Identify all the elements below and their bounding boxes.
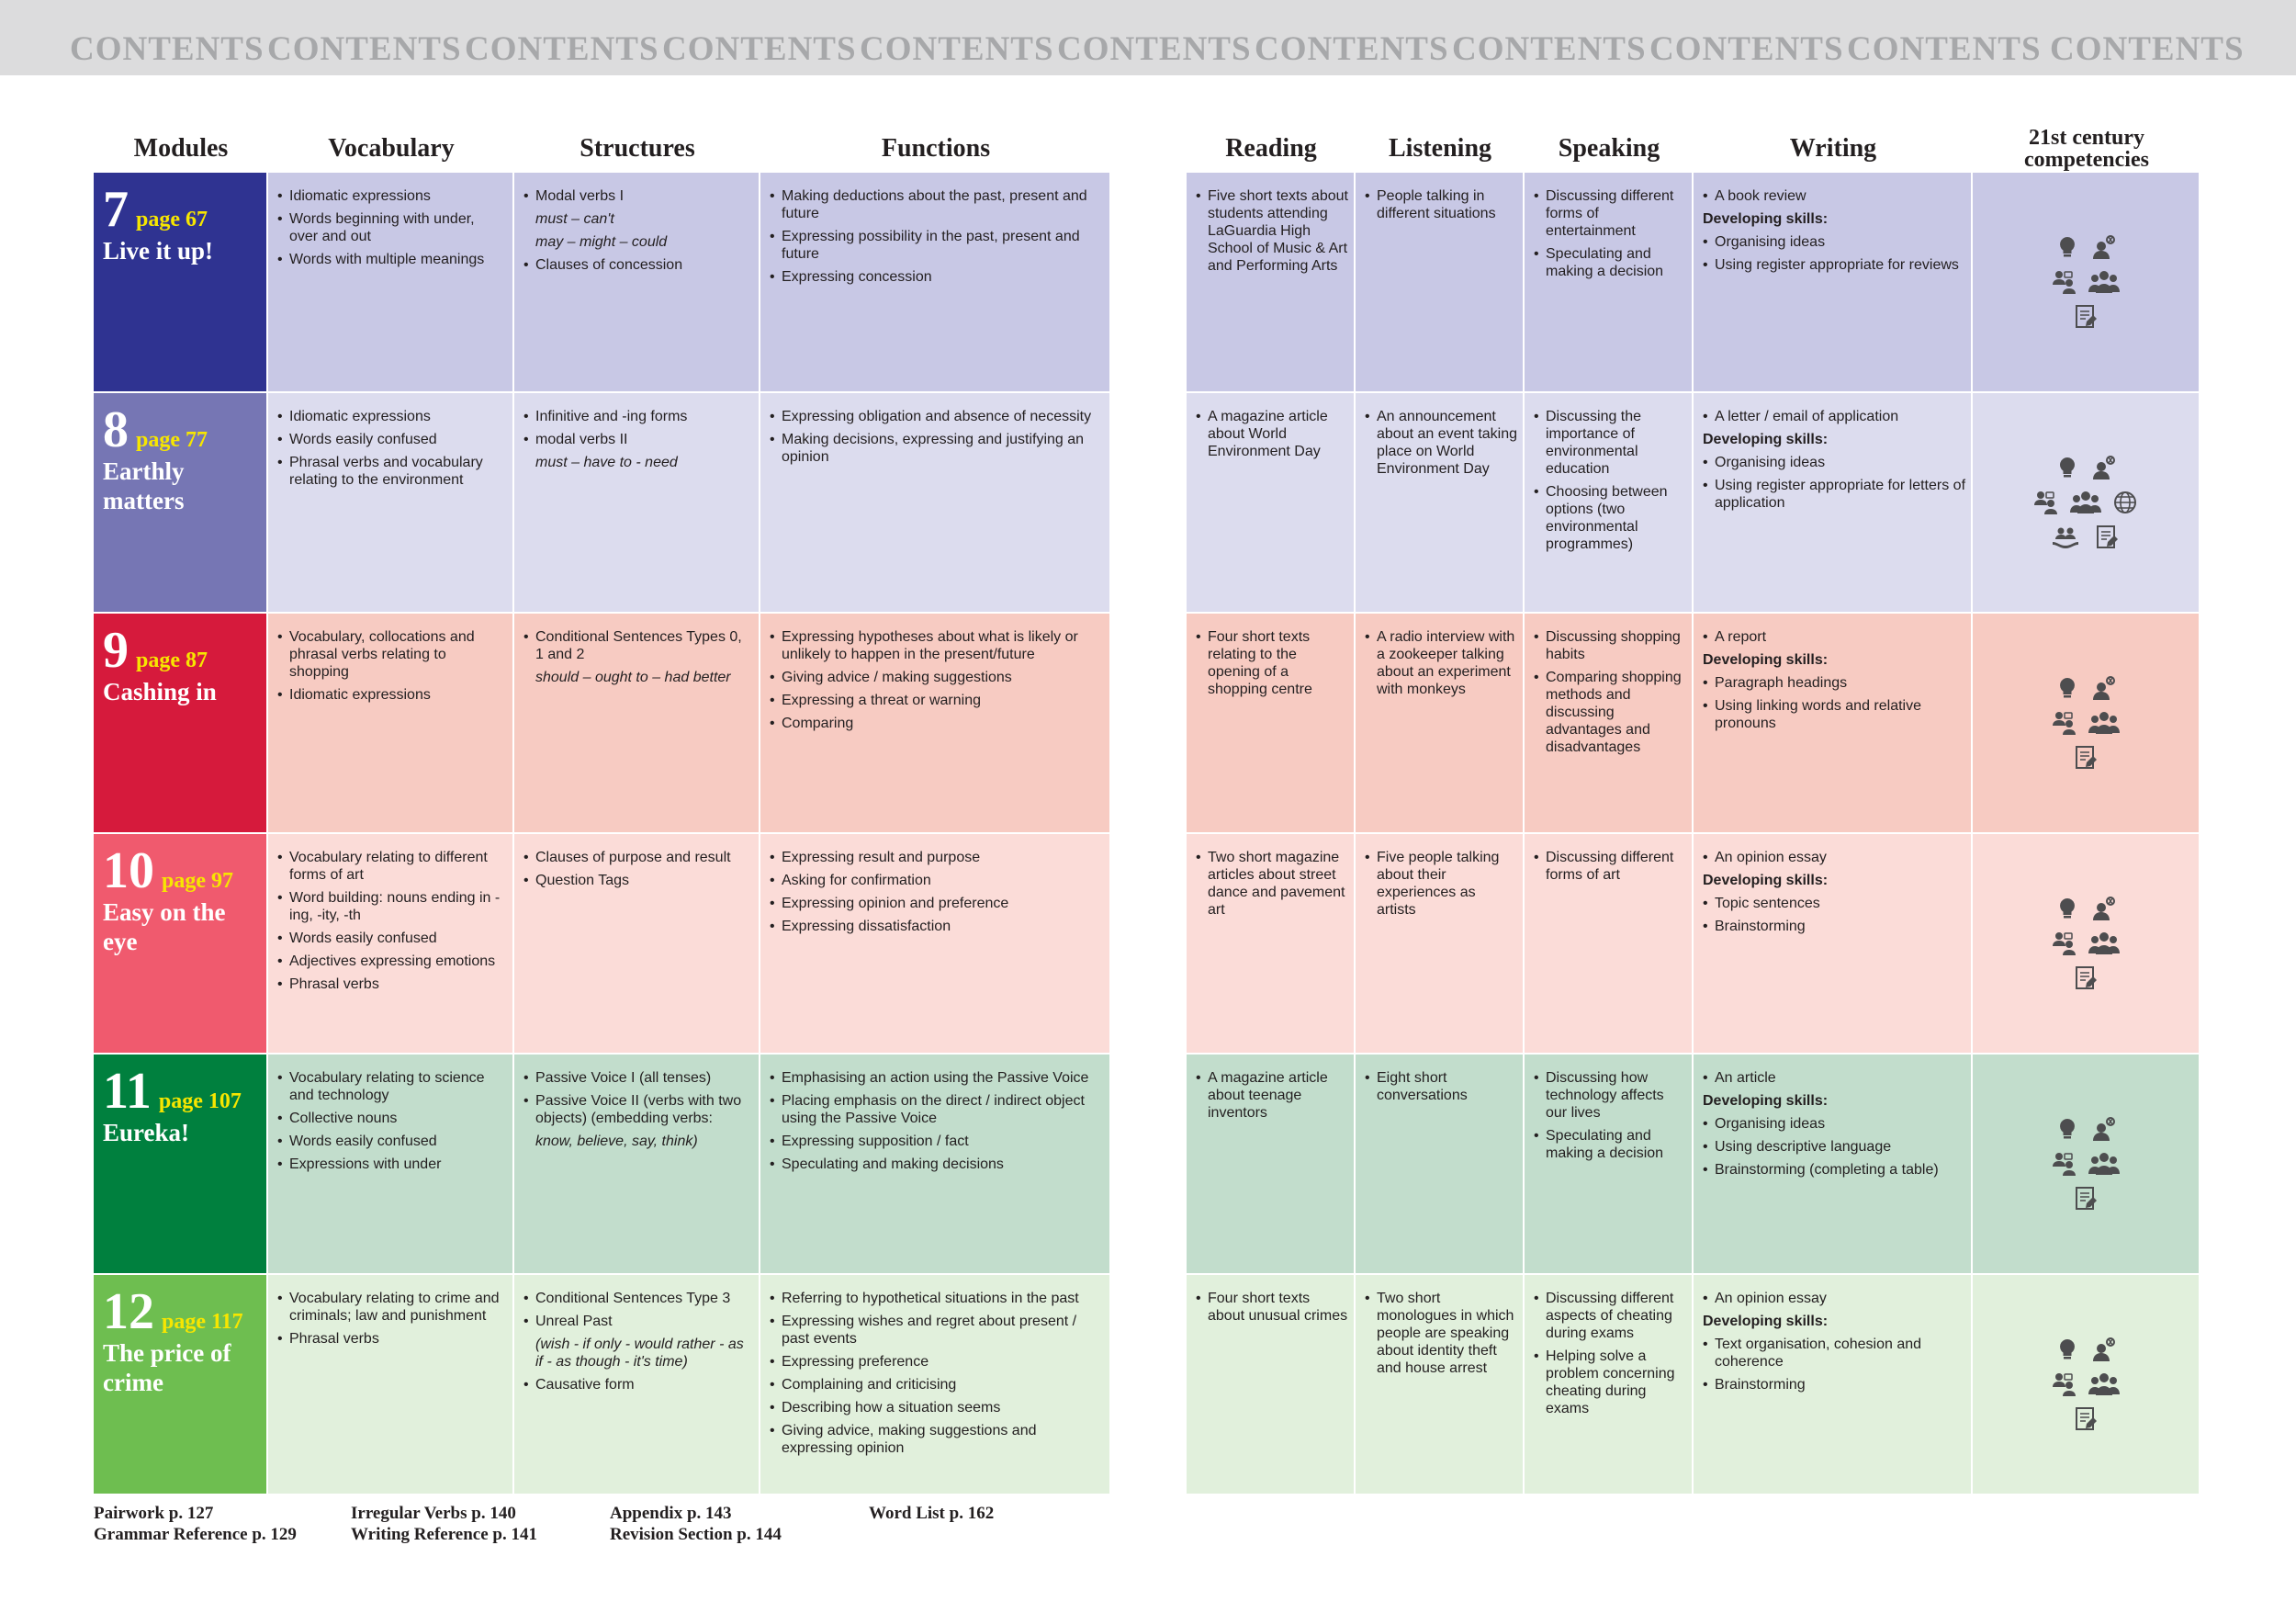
speaking-item: • Choosing between options (two environmental programmes) <box>1534 483 1686 553</box>
globe-icon <box>2112 490 2138 515</box>
module-number: 9 <box>103 622 129 679</box>
banner-word: CONTENTS <box>465 30 659 68</box>
structures-cell-10 <box>514 834 759 1053</box>
module-number: 12 <box>103 1283 154 1340</box>
vocabulary-item: • Idiomatic expressions <box>277 187 507 205</box>
structures-item: • Unreal Past <box>523 1313 753 1330</box>
structures-item: • Question Tags <box>523 872 753 889</box>
collaboration-icon <box>2033 490 2059 515</box>
module-title: Eureka! <box>103 1119 190 1146</box>
structures-item: know, believe, say, think) <box>535 1134 698 1149</box>
structures-cell-7 <box>514 173 759 391</box>
writing-task: • A book review <box>1703 187 1965 205</box>
speaking-item: • Speculating and making a decision <box>1534 245 1686 280</box>
speaking-item: • Discussing different forms of entertainment <box>1534 187 1686 240</box>
competency-icon-row <box>2054 896 2117 921</box>
developing-skills-label: Developing skills: <box>1703 652 1829 668</box>
writing-cell-9 <box>1694 614 1971 832</box>
module-title: crime <box>103 1369 163 1396</box>
vocabulary-item: • Words with multiple meanings <box>277 251 507 268</box>
collaboration-icon <box>2052 1151 2077 1177</box>
listening-item: • Two short monologues in which people are speaking about identity theft and house arrest <box>1365 1290 1517 1377</box>
lightbulb-icon <box>2054 234 2080 260</box>
functions-item: • Expressing dissatisfaction <box>770 918 1104 935</box>
digital-doc-icon <box>2073 745 2099 771</box>
functions-item: • Expressing obligation and absence of necessity <box>770 408 1104 425</box>
structures-item: • Causative form <box>523 1376 753 1393</box>
header-modules: Modules <box>133 134 229 163</box>
module-title: Cashing in <box>103 678 217 705</box>
competency-icons <box>1973 173 2199 391</box>
functions-item: • Expressing concession <box>770 268 1104 286</box>
structures-item: • Clauses of purpose and result <box>523 849 753 866</box>
lightbulb-icon <box>2054 1337 2080 1362</box>
vocabulary-cell-11 <box>268 1055 512 1273</box>
speaking-item: • Discussing the importance of environmental education <box>1534 408 1686 478</box>
functions-item: • Emphasising an action using the Passive Voice <box>770 1069 1104 1087</box>
reading-item: • Four short texts relating to the opening of a shopping centre <box>1196 628 1348 698</box>
module-tile-11[interactable] <box>94 1055 266 1273</box>
listening-item: • Eight short conversations <box>1365 1069 1517 1104</box>
vocabulary-item: • Word building: nouns ending in -ing, -ity, -th <box>277 889 507 924</box>
competency-icon-row <box>2054 234 2117 260</box>
writing-cell-10 <box>1694 834 1971 1053</box>
structures-item: must – have to - need <box>535 455 678 470</box>
functions-cell-12 <box>760 1275 1109 1494</box>
thinking-person-icon <box>2091 896 2117 921</box>
module-title: Live it up! <box>103 237 214 265</box>
vocabulary-item: • Words easily confused <box>277 1133 507 1150</box>
structures-item: • Passive Voice II (verbs with two objects) (embedding verbs: <box>523 1092 753 1127</box>
footer-writing-reference[interactable]: Writing Reference p. 141 <box>351 1525 537 1544</box>
listening-item: • Five people talking about their experiences as artists <box>1365 849 1517 919</box>
developing-skills-label: Developing skills: <box>1703 1093 1829 1109</box>
writing-cell-7 <box>1694 173 1971 391</box>
writing-skill-item: • Brainstorming <box>1703 1376 1965 1393</box>
vocabulary-item: • Phrasal verbs <box>277 976 507 993</box>
thinking-person-icon <box>2091 455 2117 480</box>
footer-appendix[interactable]: Appendix p. 143 <box>610 1504 732 1523</box>
speaking-cell-7 <box>1525 173 1692 391</box>
competencies-cell-11 <box>1973 1055 2199 1273</box>
competency-icon-row <box>2052 525 2120 550</box>
speaking-cell-12 <box>1525 1275 1692 1494</box>
competency-icon-row <box>2073 1406 2099 1432</box>
reading-cell-8 <box>1187 393 1354 612</box>
header-competencies-line1: 21st century <box>2029 126 2144 150</box>
vocabulary-item: • Adjectives expressing emotions <box>277 953 507 970</box>
functions-item: • Describing how a situation seems <box>770 1399 1104 1416</box>
structures-item: may – might – could <box>535 234 668 250</box>
footer-revision-section[interactable]: Revision Section p. 144 <box>610 1525 782 1544</box>
footer-col-4 <box>869 1503 994 1524</box>
listening-cell-10 <box>1356 834 1523 1053</box>
reading-cell-9 <box>1187 614 1354 832</box>
digital-doc-icon <box>2073 965 2099 991</box>
speaking-item: • Discussing different aspects of cheating during exams <box>1534 1290 1686 1342</box>
structures-item: should – ought to – had better <box>535 670 731 685</box>
module-page[interactable]: page 107 <box>158 1089 242 1113</box>
vocabulary-item: • Phrasal verbs and vocabulary relating to the environment <box>277 454 507 489</box>
writing-skill-item: • Topic sentences <box>1703 895 1965 912</box>
speaking-item: • Speculating and making a decision <box>1534 1127 1686 1162</box>
module-title: eye <box>103 928 138 955</box>
footer-grammar-reference[interactable]: Grammar Reference p. 129 <box>94 1525 297 1544</box>
module-page[interactable]: page 117 <box>162 1310 243 1334</box>
writing-skill-item: • Using linking words and relative pronouns <box>1703 697 1965 732</box>
module-tile-10[interactable] <box>94 834 266 1053</box>
functions-item: • Expressing a threat or warning <box>770 692 1104 709</box>
banner-word: CONTENTS <box>1847 30 2042 68</box>
speaking-cell-10 <box>1525 834 1692 1053</box>
thinking-person-icon <box>2091 1116 2117 1142</box>
writing-skill-item: • Organising ideas <box>1703 1115 1965 1133</box>
listening-item: • A radio interview with a zookeeper talking about an experiment with monkeys <box>1365 628 1517 698</box>
header-functions: Functions <box>881 134 991 163</box>
header-writing: Writing <box>1789 134 1877 163</box>
reading-item: • A magazine article about teenage inventors <box>1196 1069 1348 1122</box>
speaking-item: • Discussing different forms of art <box>1534 849 1686 884</box>
functions-cell-9 <box>760 614 1109 832</box>
banner-word: CONTENTS <box>2050 30 2245 68</box>
writing-skill-item: • Organising ideas <box>1703 233 1965 251</box>
functions-item: • Expressing hypotheses about what is likely or unlikely to happen in the present/future <box>770 628 1104 663</box>
module-page[interactable]: page 77 <box>136 428 208 452</box>
competency-icon-row <box>2033 490 2138 515</box>
writing-cell-11 <box>1694 1055 1971 1273</box>
thinking-person-icon <box>2091 1337 2117 1362</box>
vocabulary-cell-12 <box>268 1275 512 1494</box>
speaking-item: • Helping solve a problem concerning cheating during exams <box>1534 1348 1686 1417</box>
vocabulary-item: • Words easily confused <box>277 930 507 947</box>
structures-item: • Conditional Sentences Type 3 <box>523 1290 753 1307</box>
competency-icon-row <box>2052 931 2120 956</box>
competencies-cell-12 <box>1973 1275 2199 1494</box>
header-competencies-line2: competencies <box>2024 148 2149 172</box>
functions-item: • Making deductions about the past, present and future <box>770 187 1104 222</box>
competency-icon-row <box>2054 1337 2117 1362</box>
competency-icon-row <box>2052 1151 2120 1177</box>
module-number: 8 <box>103 401 129 458</box>
module-title: Easy on the <box>103 898 226 926</box>
functions-cell-10 <box>760 834 1109 1053</box>
reading-item: • Four short texts about unusual crimes <box>1196 1290 1348 1325</box>
competency-icon-row <box>2073 304 2099 330</box>
vocabulary-cell-7 <box>268 173 512 391</box>
speaking-item: • Discussing shopping habits <box>1534 628 1686 663</box>
vocabulary-item: • Vocabulary relating to crime and criminals; law and punishment <box>277 1290 507 1325</box>
footer-word-list[interactable]: Word List p. 162 <box>869 1504 995 1523</box>
developing-skills-label: Developing skills: <box>1703 873 1829 888</box>
functions-cell-11 <box>760 1055 1109 1273</box>
competency-icon-row <box>2073 965 2099 991</box>
vocabulary-item: • Expressions with under <box>277 1156 507 1173</box>
module-tile-7[interactable] <box>94 173 266 391</box>
structures-cell-12 <box>514 1275 759 1494</box>
header-listening: Listening <box>1388 134 1492 163</box>
vocabulary-item: • Idiomatic expressions <box>277 686 507 704</box>
writing-task: • An article <box>1703 1069 1965 1087</box>
competency-icons <box>1973 1055 2199 1273</box>
competencies-cell-7 <box>1973 173 2199 391</box>
functions-item: • Expressing preference <box>770 1353 1104 1370</box>
module-page[interactable]: page 97 <box>162 869 233 893</box>
footer-col-1 <box>94 1503 297 1545</box>
digital-doc-icon <box>2073 1186 2099 1212</box>
lightbulb-icon <box>2054 675 2080 701</box>
writing-task: • A letter / email of application <box>1703 408 1965 425</box>
module-number: 11 <box>103 1063 152 1120</box>
structures-cell-8 <box>514 393 759 612</box>
writing-cell-12 <box>1694 1275 1971 1494</box>
footer-col-3 <box>610 1503 782 1545</box>
banner-word: CONTENTS <box>860 30 1054 68</box>
lightbulb-icon <box>2054 896 2080 921</box>
speaking-cell-9 <box>1525 614 1692 832</box>
writing-skill-item: • Using register appropriate for letters of application <box>1703 477 1965 512</box>
functions-item: • Asking for confirmation <box>770 872 1104 889</box>
collaboration-icon <box>2052 269 2077 295</box>
header-vocabulary: Vocabulary <box>328 134 455 163</box>
listening-cell-8 <box>1356 393 1523 612</box>
vocabulary-cell-10 <box>268 834 512 1053</box>
structures-item: • Infinitive and -ing forms <box>523 408 753 425</box>
reading-item: • A magazine article about World Environment Day <box>1196 408 1348 460</box>
developing-skills-label: Developing skills: <box>1703 211 1829 227</box>
header-speaking: Speaking <box>1558 134 1660 163</box>
thinking-person-icon <box>2091 234 2117 260</box>
thinking-person-icon <box>2091 675 2117 701</box>
competency-icon-row <box>2073 1186 2099 1212</box>
writing-skill-item: • Organising ideas <box>1703 454 1965 471</box>
writing-task: • An opinion essay <box>1703 1290 1965 1307</box>
module-page[interactable]: page 87 <box>136 649 208 672</box>
header-competencies <box>1973 127 2200 171</box>
reading-item: • Five short texts about students attending LaGuardia High School of Music & Art and Performing Arts <box>1196 187 1348 275</box>
writing-skill-item: • Brainstorming (completing a table) <box>1703 1161 1965 1179</box>
module-number: 7 <box>103 181 129 238</box>
module-page[interactable]: page 67 <box>136 208 208 231</box>
competency-icon-row <box>2054 455 2117 480</box>
module-tile-9[interactable] <box>94 614 266 832</box>
group-icon <box>2088 1371 2120 1397</box>
structures-item: must – can't <box>535 211 614 227</box>
digital-doc-icon <box>2073 1406 2099 1432</box>
module-title: Earthly <box>103 457 185 485</box>
listening-cell-11 <box>1356 1055 1523 1273</box>
group-icon <box>2088 931 2120 956</box>
speaking-item: • Discussing how technology affects our lives <box>1534 1069 1686 1122</box>
lightbulb-icon <box>2054 455 2080 480</box>
competencies-cell-10 <box>1973 834 2199 1053</box>
care-hands-icon <box>2052 525 2083 550</box>
lightbulb-icon <box>2054 1116 2080 1142</box>
vocabulary-item: • Idiomatic expressions <box>277 408 507 425</box>
header-structures: Structures <box>580 134 695 163</box>
structures-item: • modal verbs II <box>523 431 753 448</box>
functions-item: • Expressing wishes and regret about present / past events <box>770 1313 1104 1348</box>
developing-skills-label: Developing skills: <box>1703 432 1829 447</box>
reading-cell-10 <box>1187 834 1354 1053</box>
writing-skill-item: • Using register appropriate for reviews <box>1703 256 1965 274</box>
writing-task: • An opinion essay <box>1703 849 1965 866</box>
competency-icon-row <box>2052 269 2120 295</box>
digital-doc-icon <box>2094 525 2120 550</box>
banner-word: CONTENTS <box>1649 30 1844 68</box>
listening-cell-9 <box>1356 614 1523 832</box>
speaking-cell-11 <box>1525 1055 1692 1273</box>
speaking-item: • Comparing shopping methods and discussing advantages and disadvantages <box>1534 669 1686 756</box>
structures-item: • Clauses of concession <box>523 256 753 274</box>
functions-cell-7 <box>760 173 1109 391</box>
functions-item: • Speculating and making decisions <box>770 1156 1104 1173</box>
competency-icon-row <box>2054 1116 2117 1142</box>
module-tile-12[interactable] <box>94 1275 266 1494</box>
competency-icons <box>1973 393 2199 612</box>
collaboration-icon <box>2052 931 2077 956</box>
functions-item: • Expressing opinion and preference <box>770 895 1104 912</box>
group-icon <box>2070 490 2101 515</box>
developing-skills-label: Developing skills: <box>1703 1314 1829 1329</box>
vocabulary-item: • Collective nouns <box>277 1110 507 1127</box>
vocabulary-cell-9 <box>268 614 512 832</box>
competency-icons <box>1973 1275 2199 1494</box>
competencies-cell-9 <box>1973 614 2199 832</box>
competency-icon-row <box>2054 675 2117 701</box>
structures-item: (wish - if only - would rather - as if - as though - it's time) <box>535 1337 744 1370</box>
header-reading: Reading <box>1225 134 1317 163</box>
vocabulary-item: • Vocabulary relating to different forms of art <box>277 849 507 884</box>
structures-item: • Passive Voice I (all tenses) <box>523 1069 753 1087</box>
collaboration-icon <box>2052 1371 2077 1397</box>
competency-icon-row <box>2073 745 2099 771</box>
writing-skill-item: • Brainstorming <box>1703 918 1965 935</box>
functions-item: • Referring to hypothetical situations in the past <box>770 1290 1104 1307</box>
writing-cell-8 <box>1694 393 1971 612</box>
vocabulary-item: • Vocabulary, collocations and phrasal verbs relating to shopping <box>277 628 507 681</box>
reading-cell-11 <box>1187 1055 1354 1273</box>
footer-col-2 <box>351 1503 537 1545</box>
reading-cell-7 <box>1187 173 1354 391</box>
functions-item: • Making decisions, expressing and justifying an opinion <box>770 431 1104 466</box>
banner-word: CONTENTS <box>267 30 462 68</box>
footer-pairwork[interactable]: Pairwork p. 127 <box>94 1504 214 1523</box>
digital-doc-icon <box>2073 304 2099 330</box>
competency-icons <box>1973 834 2199 1053</box>
vocabulary-item: • Phrasal verbs <box>277 1330 507 1348</box>
writing-skill-item: • Using descriptive language <box>1703 1138 1965 1156</box>
listening-cell-12 <box>1356 1275 1523 1494</box>
module-title: matters <box>103 487 185 514</box>
contents-banner <box>0 0 2296 75</box>
group-icon <box>2088 1151 2120 1177</box>
collaboration-icon <box>2052 710 2077 736</box>
functions-item: • Giving advice / making suggestions <box>770 669 1104 686</box>
banner-word: CONTENTS <box>70 30 264 68</box>
listening-item: • An announcement about an event taking place on World Environment Day <box>1365 408 1517 478</box>
functions-item: • Complaining and criticising <box>770 1376 1104 1393</box>
competency-icon-row <box>2052 710 2120 736</box>
listening-item: • People talking in different situations <box>1365 187 1517 222</box>
speaking-cell-8 <box>1525 393 1692 612</box>
writing-skill-item: • Text organisation, cohesion and coherence <box>1703 1336 1965 1370</box>
competency-icons <box>1973 614 2199 832</box>
module-tile-8[interactable] <box>94 393 266 612</box>
functions-item: • Giving advice, making suggestions and expressing opinion <box>770 1422 1104 1457</box>
listening-cell-7 <box>1356 173 1523 391</box>
banner-word: CONTENTS <box>1255 30 1449 68</box>
functions-item: • Comparing <box>770 715 1104 732</box>
competency-icon-row <box>2052 1371 2120 1397</box>
group-icon <box>2088 269 2120 295</box>
banner-word: CONTENTS <box>1057 30 1252 68</box>
module-number: 10 <box>103 842 154 899</box>
functions-item: • Expressing supposition / fact <box>770 1133 1104 1150</box>
functions-item: • Placing emphasis on the direct / indirect object using the Passive Voice <box>770 1092 1104 1127</box>
group-icon <box>2088 710 2120 736</box>
vocabulary-item: • Words beginning with under, over and out <box>277 210 507 245</box>
module-title: The price of <box>103 1339 231 1367</box>
functions-item: • Expressing result and purpose <box>770 849 1104 866</box>
banner-word: CONTENTS <box>662 30 857 68</box>
structures-cell-11 <box>514 1055 759 1273</box>
banner-word: CONTENTS <box>1452 30 1647 68</box>
writing-task: • A report <box>1703 628 1965 646</box>
reading-cell-12 <box>1187 1275 1354 1494</box>
structures-item: • Modal verbs I <box>523 187 753 205</box>
competencies-cell-8 <box>1973 393 2199 612</box>
functions-cell-8 <box>760 393 1109 612</box>
vocabulary-item: • Words easily confused <box>277 431 507 448</box>
writing-skill-item: • Paragraph headings <box>1703 674 1965 692</box>
vocabulary-cell-8 <box>268 393 512 612</box>
functions-item: • Expressing possibility in the past, present and future <box>770 228 1104 263</box>
structures-item: • Conditional Sentences Types 0, 1 and 2 <box>523 628 753 663</box>
footer-irregular-verbs[interactable]: Irregular Verbs p. 140 <box>351 1504 516 1523</box>
vocabulary-item: • Vocabulary relating to science and technology <box>277 1069 507 1104</box>
reading-item: • Two short magazine articles about street dance and pavement art <box>1196 849 1348 919</box>
structures-cell-9 <box>514 614 759 832</box>
